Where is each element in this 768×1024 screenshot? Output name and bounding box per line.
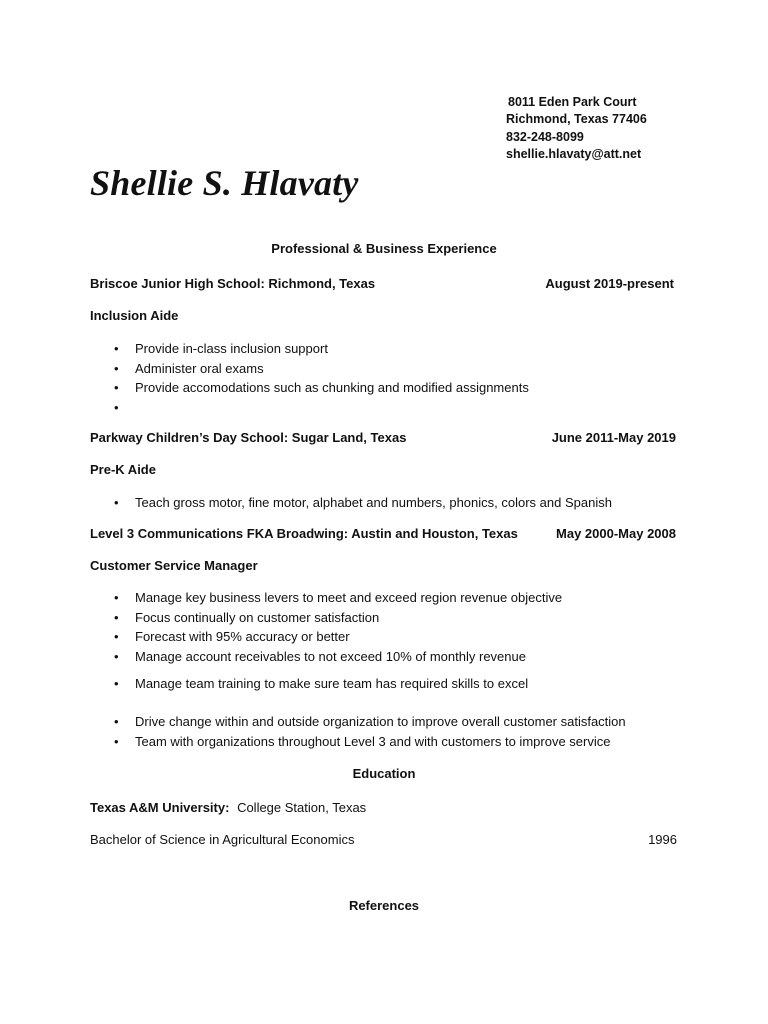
list-item: • Forecast with 95% accuracy or better [90, 627, 562, 647]
contact-email: shellie.hlavaty@att.net [506, 146, 642, 161]
experience-heading: Professional & Business Experience [271, 241, 497, 256]
list-item: • Provide in-class inclusion support [90, 339, 529, 359]
education-heading: Education [352, 766, 416, 781]
list-item: • Provide accomodations such as chunking and modified assignments [90, 378, 529, 398]
education-school-line [90, 800, 366, 815]
contact-street: 8011 Eden Park Court [508, 95, 637, 109]
job-bullets [90, 674, 528, 694]
list-item [90, 398, 529, 418]
contact-phone: 832-248-8099 [506, 129, 584, 144]
job-employer: Briscoe Junior High School: Richmond, Texas [90, 276, 376, 291]
job-title: Inclusion Aide [90, 308, 179, 323]
list-item: • Team with organizations throughout Level 3 and with customers to improve service [90, 732, 626, 752]
references-heading: References [348, 898, 420, 913]
job-bullets [90, 712, 626, 751]
list-item: • Manage key business levers to meet and exceed region revenue objective [90, 588, 562, 608]
job-title: Pre-K Aide [90, 462, 156, 477]
education-degree: Bachelor of Science in Agricultural Economics [90, 832, 355, 847]
list-item: • Manage account receivables to not exceed 10% of monthly revenue [90, 647, 562, 667]
list-item: • Teach gross motor, fine motor, alphabet and numbers, phonics, colors and Spanish [90, 493, 612, 513]
job-dates: August 2019-present [545, 276, 674, 291]
job-employer: Level 3 Communications FKA Broadwing: Austin and Houston, Texas [90, 526, 518, 541]
job-bullets [90, 588, 562, 666]
job-title: Customer Service Manager [90, 558, 258, 573]
resume-name: Shellie S. Hlavaty [90, 163, 359, 203]
contact-block [506, 94, 647, 163]
job-bullets [90, 493, 612, 513]
list-item: • Focus continually on customer satisfaction [90, 608, 562, 628]
education-location: College Station, Texas [237, 800, 367, 815]
job-dates: June 2011-May 2019 [551, 430, 676, 445]
list-item: • Administer oral exams [90, 359, 529, 379]
education-year: 1996 [648, 832, 677, 847]
job-employer: Parkway Children’s Day School: Sugar Land, Texas [90, 430, 407, 445]
contact-city: Richmond, Texas 77406 [506, 112, 647, 127]
job-bullets [90, 339, 529, 417]
education-school: Texas A&M University: [90, 800, 230, 815]
list-item: • Manage team training to make sure team has required skills to excel [90, 674, 528, 694]
list-item: • Drive change within and outside organization to improve overall customer satisfaction [90, 712, 626, 732]
job-dates: May 2000-May 2008 [556, 526, 676, 541]
